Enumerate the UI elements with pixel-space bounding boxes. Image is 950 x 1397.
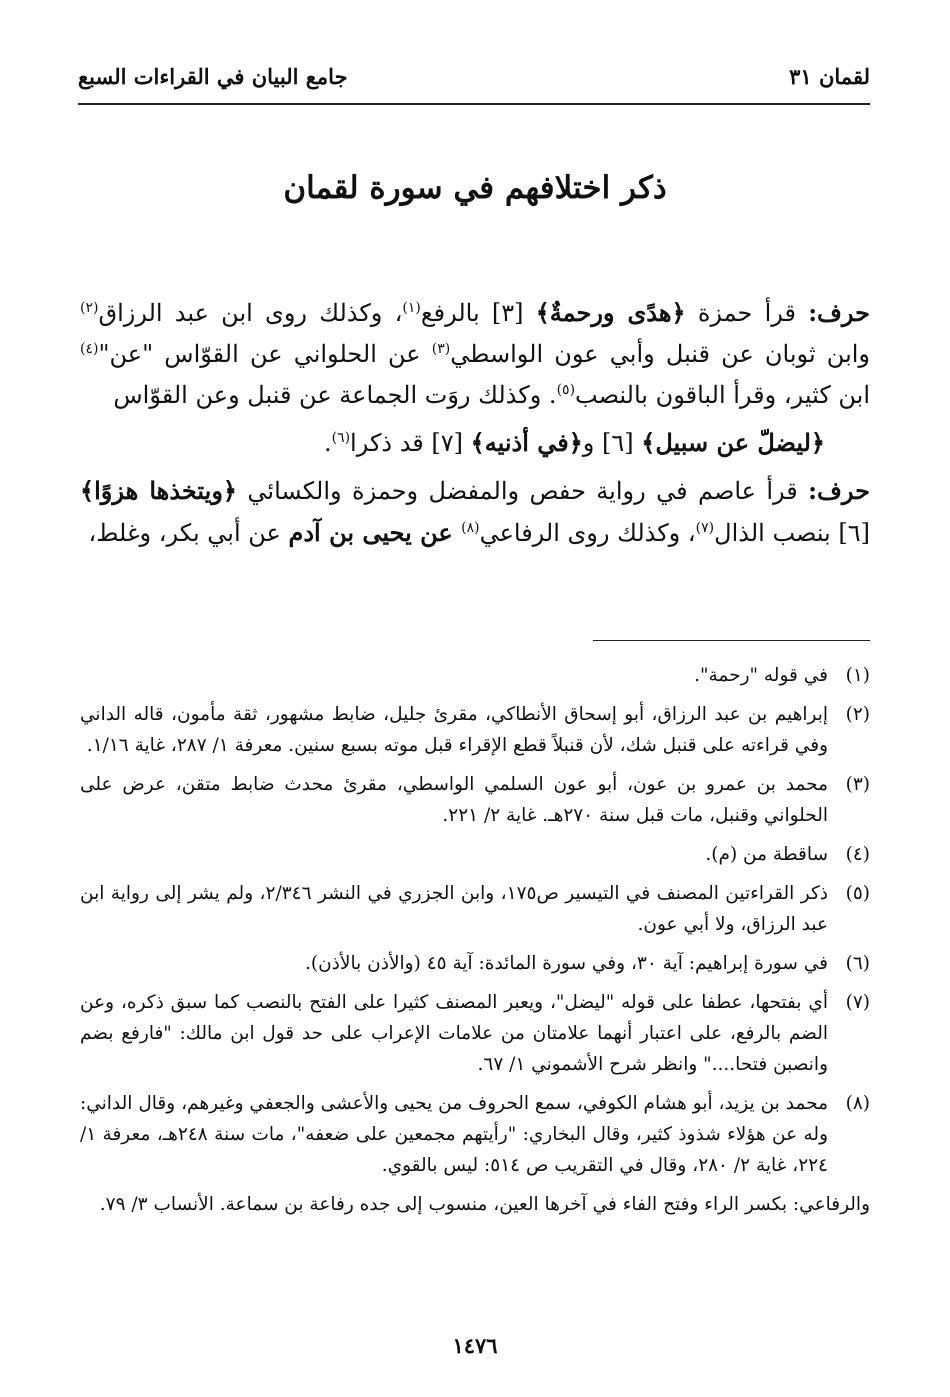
- quran-verse: ﴿ليضلّ عن سبيل﴾: [641, 428, 825, 457]
- text-run: .: [323, 429, 332, 457]
- paragraph-2: [80, 422, 870, 464]
- quran-verse: ﴿ويتخذها هزوًا﴾: [80, 476, 237, 505]
- footnote: [80, 769, 870, 831]
- harf-label: حرف:: [808, 298, 871, 327]
- footnote-text: ساقطة من (م).: [705, 844, 828, 865]
- footnote: [80, 839, 870, 870]
- footnote: [80, 878, 870, 940]
- footnote-ref[interactable]: (٣): [431, 341, 451, 357]
- footnote-text: أي بفتحها، عطفا على قوله "ليضل"، ويعبر المصنف كثيرا على الفتح بالنصب كما سبق ذكره، وعن الضم بالرفع، على اعتبار أنهما علامتان من علامات الإعراب على حد قول ابن مالك: "فارفع بضم وانصبن فتحا...." وانظر شرح الأشموني ١/ ٦٧.: [80, 992, 828, 1075]
- paragraph-1: [80, 292, 870, 416]
- footnote-number: (٥): [845, 883, 870, 904]
- footnote-continuation: والرفاعي: بكسر الراء وفتح الفاء في آخرها العين، منسوب إلى جده رفاعة بن سماعة. الأنساب ٣/ ٧٩.: [99, 1194, 870, 1215]
- footnote: [80, 660, 870, 691]
- text-run: [٦] و: [582, 429, 642, 457]
- text-run: ، وكذلك روى الرفاعي: [479, 519, 696, 547]
- header-surah-label: لقمان ٣١: [789, 64, 870, 89]
- footnote: [80, 948, 870, 979]
- footnote: [80, 987, 870, 1080]
- footnote-text: ذكر القراءتين المصنف في التيسير ص١٧٥، وابن الجزري في النشر ٢/٣٤٦، ولم يشر إلى رواية ابن عبد الرزاق، ولا أبي عون.: [80, 883, 828, 935]
- footnote-ref[interactable]: (٢): [80, 300, 99, 316]
- text-run: عن الحلواني عن القوّاس "عن": [98, 340, 432, 368]
- footnote-ref[interactable]: (٤): [80, 341, 99, 357]
- footnote: [80, 1088, 870, 1181]
- footnote-ref[interactable]: (٥): [556, 382, 576, 398]
- footnote-number: (٦): [845, 953, 870, 974]
- main-text: [80, 292, 870, 560]
- footnote-number: (١): [845, 665, 870, 686]
- text-run: ابن كثير، وقرأ الباقون بالنصب: [575, 381, 870, 409]
- text-run: [٣] بالرفع: [420, 299, 536, 327]
- text-run: قرأ عاصم في رواية حفص والمفضل وحمزة والكسائي: [236, 477, 809, 505]
- footnote-number: (٤): [845, 844, 870, 865]
- text-run: [٦] بنصب الذال: [714, 519, 870, 547]
- quran-verse: ﴿في أذنيه﴾: [470, 428, 583, 457]
- header-divider: [78, 103, 870, 105]
- quran-verse: ﴿هدًى ورحمةٌ﴾: [535, 298, 686, 327]
- page-number: ١٤٧٦: [452, 1333, 498, 1358]
- text-run: . وكذلك روَت الجماعة عن قنبل وعن القوّاس: [113, 381, 557, 409]
- footnote-ref[interactable]: (١): [402, 300, 421, 316]
- footnote-number: (٨): [845, 1093, 870, 1114]
- text-run: وابن ثوبان عن قنبل وأبي عون الواسطي: [450, 340, 871, 368]
- footnote-text: محمد بن يزيد، أبو هشام الكوفي، سمع الحروف من يحيى والأعشى والجعفي وغيرهم، وقال الداني: وله عن هؤلاء شذوذ كثير، وقال البخاري: "رأيتهم مجمعين على ضعفه"، مات سنة ٢٤٨هـ، معرفة ١/ ٢٢٤، غاية ٢/ ٢٨٠، وقال في التقريب ص ٥١٤: ليس بالقوي.: [80, 1093, 829, 1176]
- running-header: [78, 58, 870, 98]
- text-run: [٧] قد ذكرا: [350, 429, 471, 457]
- text-run: قرأ حمزة: [685, 299, 809, 327]
- footnote-number: (٣): [845, 774, 870, 795]
- footnote-text: في سورة إبراهيم: آية ٣٠، وفي سورة المائدة: آية ٤٥ (والأذن بالأذن).: [305, 953, 828, 974]
- emphasized-text: عن يحيى بن آدم: [288, 518, 462, 547]
- chapter-title: ذكر اختلافهم في سورة لقمان: [283, 170, 667, 206]
- footnote-ref[interactable]: (٧): [695, 520, 715, 536]
- text-run: عن أبي بكر، وغلط،: [88, 519, 289, 547]
- header-book-title: جامع البيان في القراءات السبع: [78, 64, 348, 89]
- footnotes: [80, 660, 870, 1228]
- harf-label: حرف:: [808, 476, 870, 505]
- footnote-divider: [593, 640, 870, 641]
- paragraph-3: [80, 470, 870, 554]
- text-run: ، وكذلك روى ابن عبد الرزاق: [98, 299, 403, 327]
- footnote: [80, 699, 870, 761]
- footnote-text: إبراهيم بن عبد الرزاق، أبو إسحاق الأنطاكي، مقرئ جليل، ضابط مشهور، ثقة مأمون، قاله الداني وفي قراءته على قنبل شك، لأن قنبلاً قطع الإقراء قبل موته بسبع سنين. معرفة ١/ ٢٨٧، غاية ١/١٦.: [80, 704, 828, 756]
- footnote-ref[interactable]: (٨): [461, 520, 480, 536]
- footnote-text: محمد بن عمرو بن عون، أبو عون السلمي الواسطي، مقرئ محدث ضابط متقن، عرض على الحلواني وقنبل، مات قبل سنة ٢٧٠هـ. غاية ٢/ ٢٢١.: [80, 774, 828, 826]
- footnote-number: (٧): [845, 992, 870, 1013]
- footnote-number: (٢): [845, 704, 870, 725]
- footnote-ref[interactable]: (٦): [331, 430, 351, 446]
- footnote-text: في قوله "رحمة".: [694, 665, 828, 686]
